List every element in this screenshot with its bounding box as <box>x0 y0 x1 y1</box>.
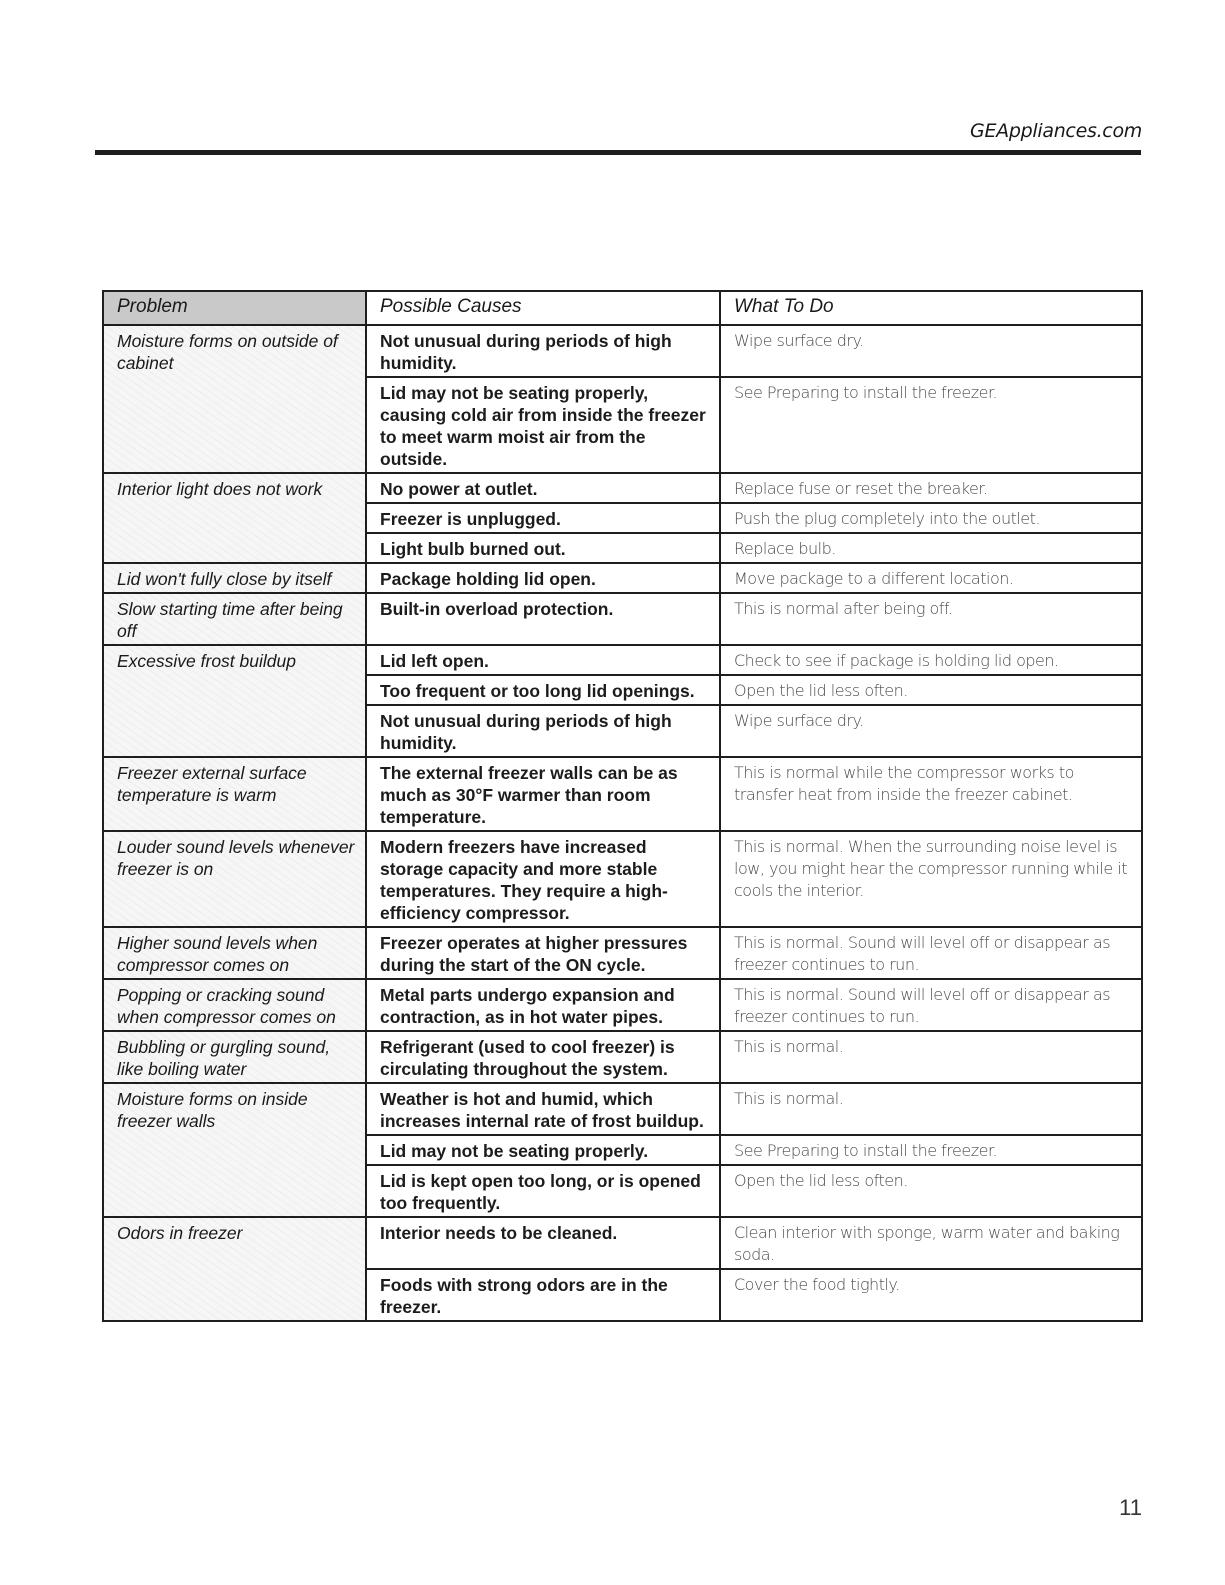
todo-cell: This is normal. <box>720 1083 1142 1135</box>
problem-cell: Popping or cracking sound when compressor comes on <box>103 979 366 1031</box>
table-row <box>103 1083 1142 1135</box>
todo-cell: This is normal. Sound will level off or disappear as freezer continues to run. <box>720 927 1142 979</box>
todo-cell: Wipe surface dry. <box>720 705 1142 757</box>
todo-cell: Replace fuse or reset the breaker. <box>720 473 1142 503</box>
table-header-row <box>103 291 1142 325</box>
cause-cell: Light bulb burned out. <box>366 533 720 563</box>
header-problem: Problem <box>103 291 366 325</box>
todo-cell: Check to see if package is holding lid open. <box>720 645 1142 675</box>
cause-cell: Weather is hot and humid, which increases internal rate of frost buildup. <box>366 1083 720 1135</box>
todo-cell: This is normal while the compressor works to transfer heat from inside the freezer cabinet. <box>720 757 1142 831</box>
problem-cell: Freezer external surface temperature is warm <box>103 757 366 831</box>
todo-cell: Wipe surface dry. <box>720 325 1142 377</box>
cause-cell: No power at outlet. <box>366 473 720 503</box>
header-what-to-do: What To Do <box>720 291 1142 325</box>
cause-cell: Lid left open. <box>366 645 720 675</box>
todo-cell: Push the plug completely into the outlet. <box>720 503 1142 533</box>
site-url: GEAppliances.com <box>970 120 1142 142</box>
cause-cell: Not unusual during periods of high humidity. <box>366 325 720 377</box>
cause-cell: Built-in overload protection. <box>366 593 720 645</box>
page-number: 11 <box>1119 1495 1142 1520</box>
table-row <box>103 831 1142 927</box>
table-row <box>103 473 1142 503</box>
cause-cell: Freezer is unplugged. <box>366 503 720 533</box>
todo-cell: Replace bulb. <box>720 533 1142 563</box>
problem-cell: Slow starting time after being off <box>103 593 366 645</box>
todo-cell: This is normal after being off. <box>720 593 1142 645</box>
todo-cell: This is normal. <box>720 1031 1142 1083</box>
problem-cell: Louder sound levels whenever freezer is on <box>103 831 366 927</box>
todo-cell: See Preparing to install the freezer. <box>720 377 1142 473</box>
table-row <box>103 325 1142 377</box>
table-row <box>103 563 1142 593</box>
todo-cell: See Preparing to install the freezer. <box>720 1135 1142 1165</box>
problem-cell: Lid won't fully close by itself <box>103 563 366 593</box>
todo-cell: This is normal. When the surrounding noise level is low, you might hear the compressor running while it cools the interior. <box>720 831 1142 927</box>
problem-cell: Odors in freezer <box>103 1217 366 1321</box>
problem-cell: Moisture forms on outside of cabinet <box>103 325 366 473</box>
table-row <box>103 1217 1142 1269</box>
cause-cell: Lid may not be seating properly, causing cold air from inside the freezer to meet warm moist air from the outside. <box>366 377 720 473</box>
problem-cell: Bubbling or gurgling sound, like boiling water <box>103 1031 366 1083</box>
todo-cell: Open the lid less often. <box>720 675 1142 705</box>
cause-cell: The external freezer walls can be as much as 30°F warmer than room temperature. <box>366 757 720 831</box>
cause-cell: Freezer operates at higher pressures during the start of the ON cycle. <box>366 927 720 979</box>
todo-cell: Move package to a different location. <box>720 563 1142 593</box>
problem-cell: Moisture forms on inside freezer walls <box>103 1083 366 1217</box>
todo-cell: Cover the food tightly. <box>720 1269 1142 1321</box>
cause-cell: Lid is kept open too long, or is opened too frequently. <box>366 1165 720 1217</box>
todo-cell: This is normal. Sound will level off or disappear as freezer continues to run. <box>720 979 1142 1031</box>
table-row <box>103 1031 1142 1083</box>
cause-cell: Package holding lid open. <box>366 563 720 593</box>
problem-cell: Interior light does not work <box>103 473 366 563</box>
table-row <box>103 593 1142 645</box>
cause-cell: Foods with strong odors are in the freezer. <box>366 1269 720 1321</box>
troubleshooting-table <box>102 290 1143 1322</box>
problem-cell: Excessive frost buildup <box>103 645 366 757</box>
cause-cell: Not unusual during periods of high humidity. <box>366 705 720 757</box>
header-possible-causes: Possible Causes <box>366 291 720 325</box>
table-row <box>103 757 1142 831</box>
cause-cell: Too frequent or too long lid openings. <box>366 675 720 705</box>
todo-cell: Clean interior with sponge, warm water and baking soda. <box>720 1217 1142 1269</box>
cause-cell: Modern freezers have increased storage capacity and more stable temperatures. They require a high-efficiency compressor. <box>366 831 720 927</box>
table-row <box>103 979 1142 1031</box>
cause-cell: Lid may not be seating properly. <box>366 1135 720 1165</box>
problem-cell: Higher sound levels when compressor comes on <box>103 927 366 979</box>
header-rule <box>95 150 1141 155</box>
cause-cell: Interior needs to be cleaned. <box>366 1217 720 1269</box>
table-row <box>103 927 1142 979</box>
cause-cell: Metal parts undergo expansion and contraction, as in hot water pipes. <box>366 979 720 1031</box>
todo-cell: Open the lid less often. <box>720 1165 1142 1217</box>
cause-cell: Refrigerant (used to cool freezer) is circulating throughout the system. <box>366 1031 720 1083</box>
table-row <box>103 645 1142 675</box>
